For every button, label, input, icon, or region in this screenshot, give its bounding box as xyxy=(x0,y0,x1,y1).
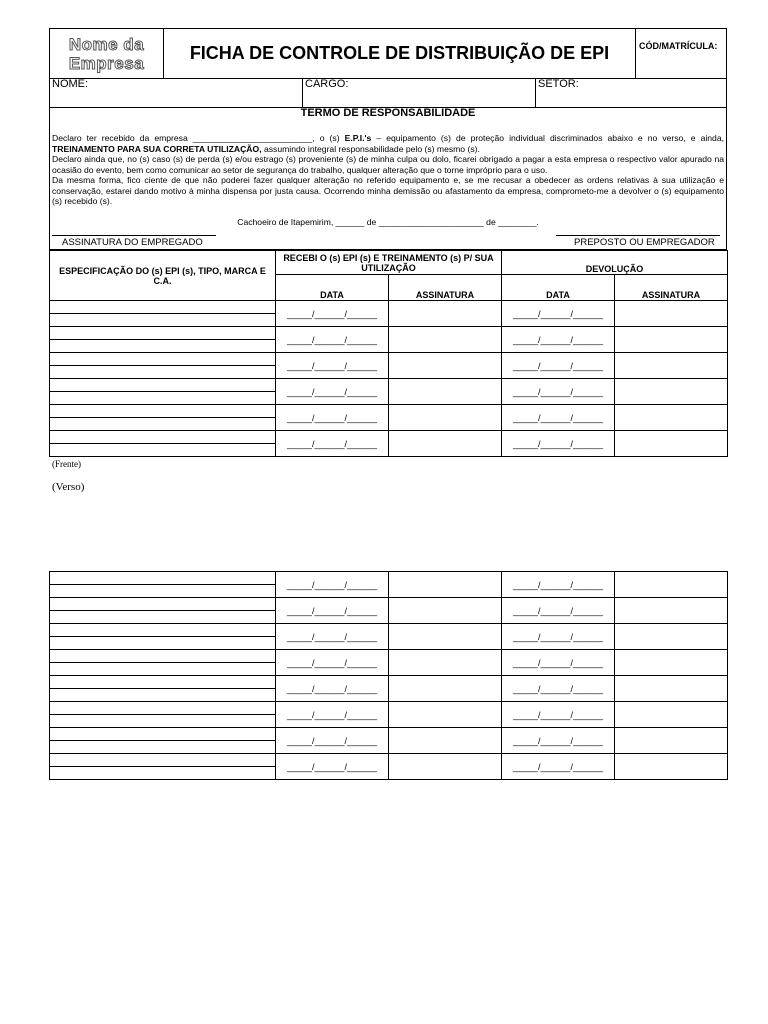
table-row xyxy=(50,624,728,637)
col-recebi-header: RECEBI O (s) EPI (s) E TREINAMENTO (s) P/ SUA UTILIZAÇÃO xyxy=(276,251,502,275)
table-row xyxy=(50,598,728,611)
returned-date-cell[interactable]: _____/______/______ xyxy=(502,624,615,650)
employer-signature-line[interactable] xyxy=(556,235,720,236)
epi-table-back xyxy=(49,571,728,780)
epi-spec-cell[interactable] xyxy=(50,431,276,444)
received-signature-cell[interactable] xyxy=(389,728,502,754)
epi-spec-cell[interactable] xyxy=(50,611,276,624)
table-row xyxy=(50,728,728,741)
received-date-cell[interactable]: _____/______/______ xyxy=(276,327,389,353)
employee-signature-line[interactable] xyxy=(52,235,216,236)
received-signature-cell[interactable] xyxy=(389,379,502,405)
epi-spec-cell[interactable] xyxy=(50,624,276,637)
term-p1-b: E.P.I.'s xyxy=(344,133,372,143)
responsibility-term xyxy=(49,107,727,250)
term-p1-c: – equipamento (s) de proteção individual discriminados abaixo e no verso, e ainda, xyxy=(371,133,724,143)
term-p2: Declaro ainda que, no (s) caso (s) de perda (s) e/ou estrago (s) proveniente (s) de minha culpa ou dolo, ficarei obrigado a pagar a esta empresa o respectivo valor apurado na ocasião do evento, bem como comunicar ao setor de segurança do trabalho, qualquer alteração que o torne impróprio para o uso. xyxy=(52,154,724,175)
term-title: TERMO DE RESPONSABILIDADE xyxy=(300,107,476,119)
returned-date-cell[interactable]: _____/______/______ xyxy=(502,405,615,431)
returned-date-cell[interactable]: _____/______/______ xyxy=(502,353,615,379)
form-header xyxy=(49,28,727,79)
received-date-cell[interactable]: _____/______/______ xyxy=(276,624,389,650)
cod-matricula-field[interactable]: CÓD/MATRÍCULA: xyxy=(639,41,718,51)
table-row xyxy=(50,431,728,444)
epi-spec-cell[interactable] xyxy=(50,301,276,314)
received-date-cell[interactable]: _____/______/______ xyxy=(276,405,389,431)
epi-spec-cell[interactable] xyxy=(50,689,276,702)
received-date-cell[interactable]: _____/______/______ xyxy=(276,379,389,405)
returned-signature-cell[interactable] xyxy=(615,702,728,728)
epi-spec-cell[interactable] xyxy=(50,650,276,663)
epi-spec-cell[interactable] xyxy=(50,379,276,392)
table-row xyxy=(50,702,728,715)
received-signature-cell[interactable] xyxy=(389,405,502,431)
epi-table-front xyxy=(49,250,728,457)
returned-date-cell[interactable]: _____/______/______ xyxy=(502,327,615,353)
received-signature-cell[interactable] xyxy=(389,676,502,702)
returned-signature-cell[interactable] xyxy=(615,754,728,780)
table-row xyxy=(50,353,728,366)
received-date-cell[interactable]: _____/______/______ xyxy=(276,728,389,754)
epi-spec-cell[interactable] xyxy=(50,754,276,767)
epi-spec-cell[interactable] xyxy=(50,637,276,650)
returned-signature-cell[interactable] xyxy=(615,301,728,327)
returned-signature-cell[interactable] xyxy=(615,650,728,676)
col-assinatura-header: ASSINATURA xyxy=(615,275,728,301)
term-p3: Da mesma forma, fico ciente de que não poderei fazer qualquer alteração no referido equipamento e, se me recusar a obedecer as ordens relativas à sua utilização e conservação, estarei dando motivo à minha dispensa por justa causa. Ocorrendo minha demissão ou afastamento da empresa, comprometo-me a devolver o (s) equipamento (s) recebido (s). xyxy=(52,175,724,206)
table-row xyxy=(50,405,728,418)
received-signature-cell[interactable] xyxy=(389,301,502,327)
epi-spec-cell[interactable] xyxy=(50,676,276,689)
returned-date-cell[interactable]: _____/______/______ xyxy=(502,598,615,624)
setor-field[interactable]: SETOR: xyxy=(538,78,579,90)
employee-signature-label: ASSINATURA DO EMPREGADO xyxy=(62,237,203,248)
term-p1-e: assumindo integral responsabilidade pelo (s) mesmo (s). xyxy=(261,143,480,154)
term-p1-a: Declaro ter recebido da empresa _________________________, o (s) xyxy=(52,133,345,143)
table-row xyxy=(50,379,728,392)
returned-date-cell[interactable]: _____/______/______ xyxy=(502,702,615,728)
epi-spec-cell[interactable] xyxy=(50,353,276,366)
form-title: FICHA DE CONTROLE DE DISTRIBUIÇÃO DE EPI xyxy=(164,29,636,78)
epi-spec-cell[interactable] xyxy=(50,392,276,405)
table-row xyxy=(50,301,728,314)
returned-date-cell[interactable]: _____/______/______ xyxy=(502,728,615,754)
employee-fields xyxy=(49,78,727,108)
employer-signature-label: PREPOSTO OU EMPREGADOR xyxy=(574,237,715,248)
epi-spec-cell[interactable] xyxy=(50,327,276,340)
epi-spec-cell[interactable] xyxy=(50,585,276,598)
table-row xyxy=(50,676,728,689)
col-data-header: DATA xyxy=(502,275,615,301)
returned-date-cell[interactable]: _____/______/______ xyxy=(502,431,615,457)
received-date-cell[interactable]: _____/______/______ xyxy=(276,754,389,780)
table-row xyxy=(50,754,728,767)
epi-spec-cell[interactable] xyxy=(50,741,276,754)
received-signature-cell[interactable] xyxy=(389,624,502,650)
returned-signature-cell[interactable] xyxy=(615,353,728,379)
epi-spec-cell[interactable] xyxy=(50,366,276,379)
back-note: (Verso) xyxy=(52,481,85,493)
company-logo xyxy=(50,29,164,78)
received-signature-cell[interactable] xyxy=(389,598,502,624)
returned-signature-cell[interactable] xyxy=(615,624,728,650)
returned-signature-cell[interactable] xyxy=(615,431,728,457)
received-signature-cell[interactable] xyxy=(389,353,502,379)
cargo-field[interactable]: CARGO: xyxy=(303,78,536,107)
received-signature-cell[interactable] xyxy=(389,327,502,353)
col-devolucao-header: DEVOLUÇÃO xyxy=(502,251,728,275)
epi-spec-cell[interactable] xyxy=(50,418,276,431)
received-signature-cell[interactable] xyxy=(389,431,502,457)
returned-signature-cell[interactable] xyxy=(615,405,728,431)
epi-spec-cell[interactable] xyxy=(50,340,276,353)
table-row xyxy=(50,572,728,585)
epi-spec-cell[interactable] xyxy=(50,715,276,728)
returned-date-cell[interactable]: _____/______/______ xyxy=(502,379,615,405)
epi-spec-cell[interactable] xyxy=(50,728,276,741)
received-date-cell[interactable]: _____/______/______ xyxy=(276,702,389,728)
term-p1-d: TREINAMENTO PARA SUA CORRETA UTILIZAÇÃO, xyxy=(52,143,262,154)
front-note: (Frente) xyxy=(52,459,81,469)
col-spec-header: ESPECIFICAÇÃO DO (s) EPI (s), TIPO, MARCA E C.A. xyxy=(50,251,276,301)
place-date-line[interactable]: Cachoeiro de Itapemirim, ______ de ______________________ de ________. xyxy=(237,216,539,227)
epi-spec-cell[interactable] xyxy=(50,572,276,585)
epi-spec-cell[interactable] xyxy=(50,405,276,418)
received-date-cell[interactable]: _____/______/______ xyxy=(276,650,389,676)
epi-spec-cell[interactable] xyxy=(50,598,276,611)
received-date-cell[interactable]: _____/______/______ xyxy=(276,301,389,327)
received-signature-cell[interactable] xyxy=(389,572,502,598)
returned-date-cell[interactable]: _____/______/______ xyxy=(502,676,615,702)
returned-signature-cell[interactable] xyxy=(615,327,728,353)
col-data-header: DATA xyxy=(276,275,389,301)
returned-signature-cell[interactable] xyxy=(615,676,728,702)
returned-date-cell[interactable]: _____/______/______ xyxy=(502,754,615,780)
epi-spec-cell[interactable] xyxy=(50,314,276,327)
epi-spec-cell[interactable] xyxy=(50,444,276,457)
received-signature-cell[interactable] xyxy=(389,754,502,780)
received-signature-cell[interactable] xyxy=(389,650,502,676)
table-row xyxy=(50,650,728,663)
received-date-cell[interactable]: _____/______/______ xyxy=(276,598,389,624)
epi-spec-cell[interactable] xyxy=(50,767,276,780)
received-date-cell[interactable]: _____/______/______ xyxy=(276,676,389,702)
returned-signature-cell[interactable] xyxy=(615,598,728,624)
table-row xyxy=(50,327,728,340)
term-text xyxy=(50,133,726,207)
returned-date-cell[interactable]: _____/______/______ xyxy=(502,650,615,676)
returned-date-cell[interactable]: _____/______/______ xyxy=(502,572,615,598)
logo-line-1: Nome da xyxy=(68,34,145,54)
received-date-cell[interactable]: _____/______/______ xyxy=(276,353,389,379)
returned-signature-cell[interactable] xyxy=(615,379,728,405)
returned-signature-cell[interactable] xyxy=(615,572,728,598)
received-signature-cell[interactable] xyxy=(389,702,502,728)
logo-line-2: Empresa xyxy=(68,53,145,73)
col-assinatura-header: ASSINATURA xyxy=(389,275,502,301)
received-date-cell[interactable]: _____/______/______ xyxy=(276,572,389,598)
returned-signature-cell[interactable] xyxy=(615,728,728,754)
returned-date-cell[interactable]: _____/______/______ xyxy=(502,301,615,327)
epi-spec-cell[interactable] xyxy=(50,702,276,715)
epi-spec-cell[interactable] xyxy=(50,663,276,676)
received-date-cell[interactable]: _____/______/______ xyxy=(276,431,389,457)
nome-field[interactable]: NOME: xyxy=(50,78,303,107)
